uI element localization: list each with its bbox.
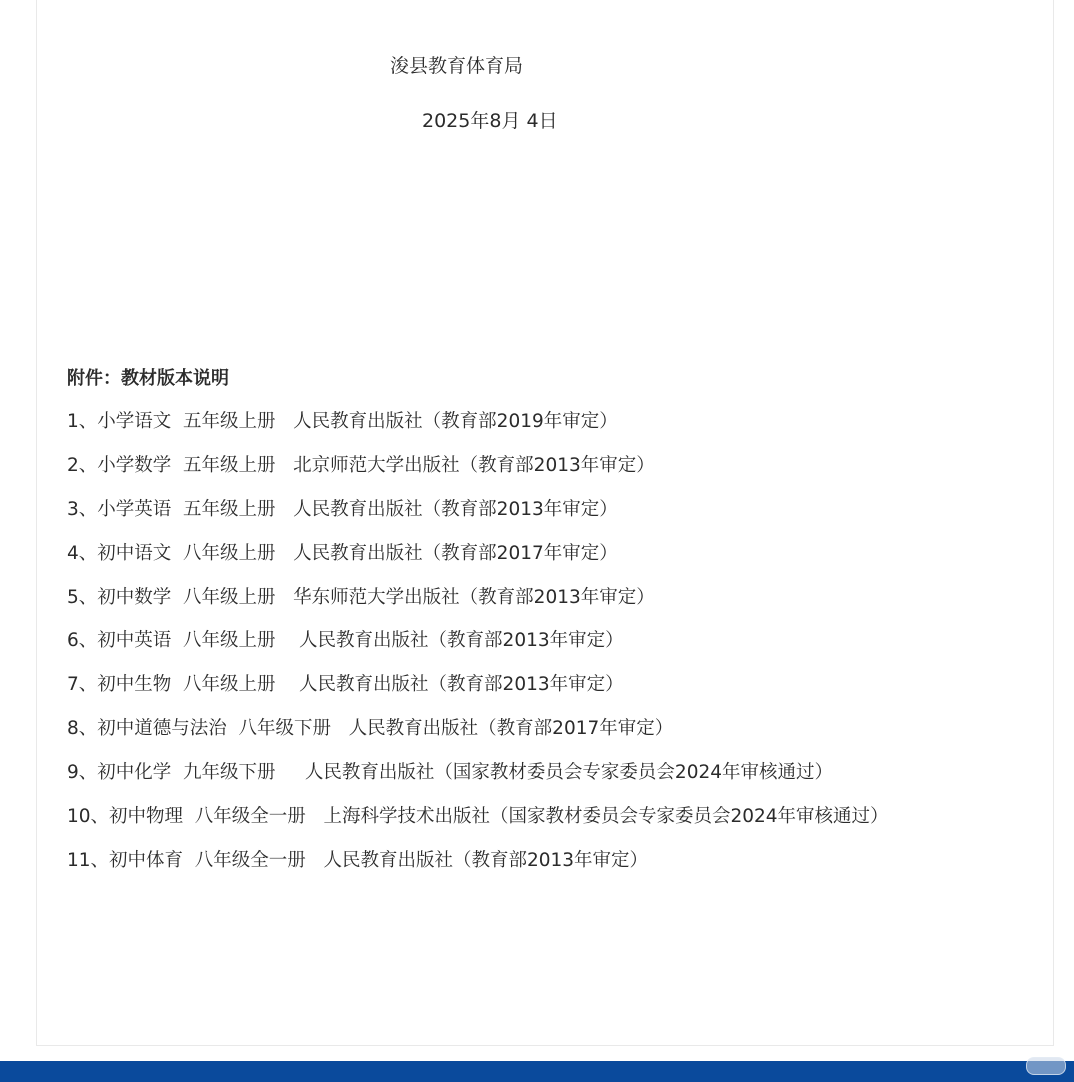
- attachment-title: 附件：教材版本说明: [67, 368, 229, 389]
- footer-bar: [0, 1061, 1074, 1082]
- list-item: 6、初中英语 八年级上册 人民教育出版社（教育部2013年审定）: [67, 630, 624, 652]
- list-item: 9、初中化学 九年级下册 人民教育出版社（国家教材委员会专家委员会2024年审核通过）: [67, 762, 834, 784]
- textbook-version-list: [67, 409, 889, 892]
- list-item: 3、小学英语 五年级上册 人民教育出版社（教育部2013年审定）: [67, 498, 618, 520]
- list-item: 5、初中数学 八年级上册 华东师范大学出版社（教育部2013年审定）: [67, 586, 655, 608]
- list-item: 11、初中体育 八年级全一册 人民教育出版社（教育部2013年审定）: [67, 849, 649, 871]
- issuer-signature: 浚县教育体育局: [390, 55, 524, 77]
- list-item: 4、初中语文 八年级上册 人民教育出版社（教育部2017年审定）: [67, 542, 618, 564]
- list-item: 10、初中物理 八年级全一册 上海科学技术出版社（国家教材委员会专家委员会2024年审核通过）: [67, 806, 889, 828]
- corner-badge[interactable]: [1026, 1057, 1066, 1075]
- list-item: 1、小学语文 五年级上册 人民教育出版社（教育部2019年审定）: [67, 411, 618, 432]
- list-item: 2、小学数学 五年级上册 北京师范大学出版社（教育部2013年审定）: [67, 454, 655, 476]
- list-item: 8、初中道德与法治 八年级下册 人民教育出版社（教育部2017年审定）: [67, 718, 674, 740]
- issue-date: 2025年8月 4日: [422, 110, 558, 132]
- list-item: 7、初中生物 八年级上册 人民教育出版社（教育部2013年审定）: [67, 674, 624, 696]
